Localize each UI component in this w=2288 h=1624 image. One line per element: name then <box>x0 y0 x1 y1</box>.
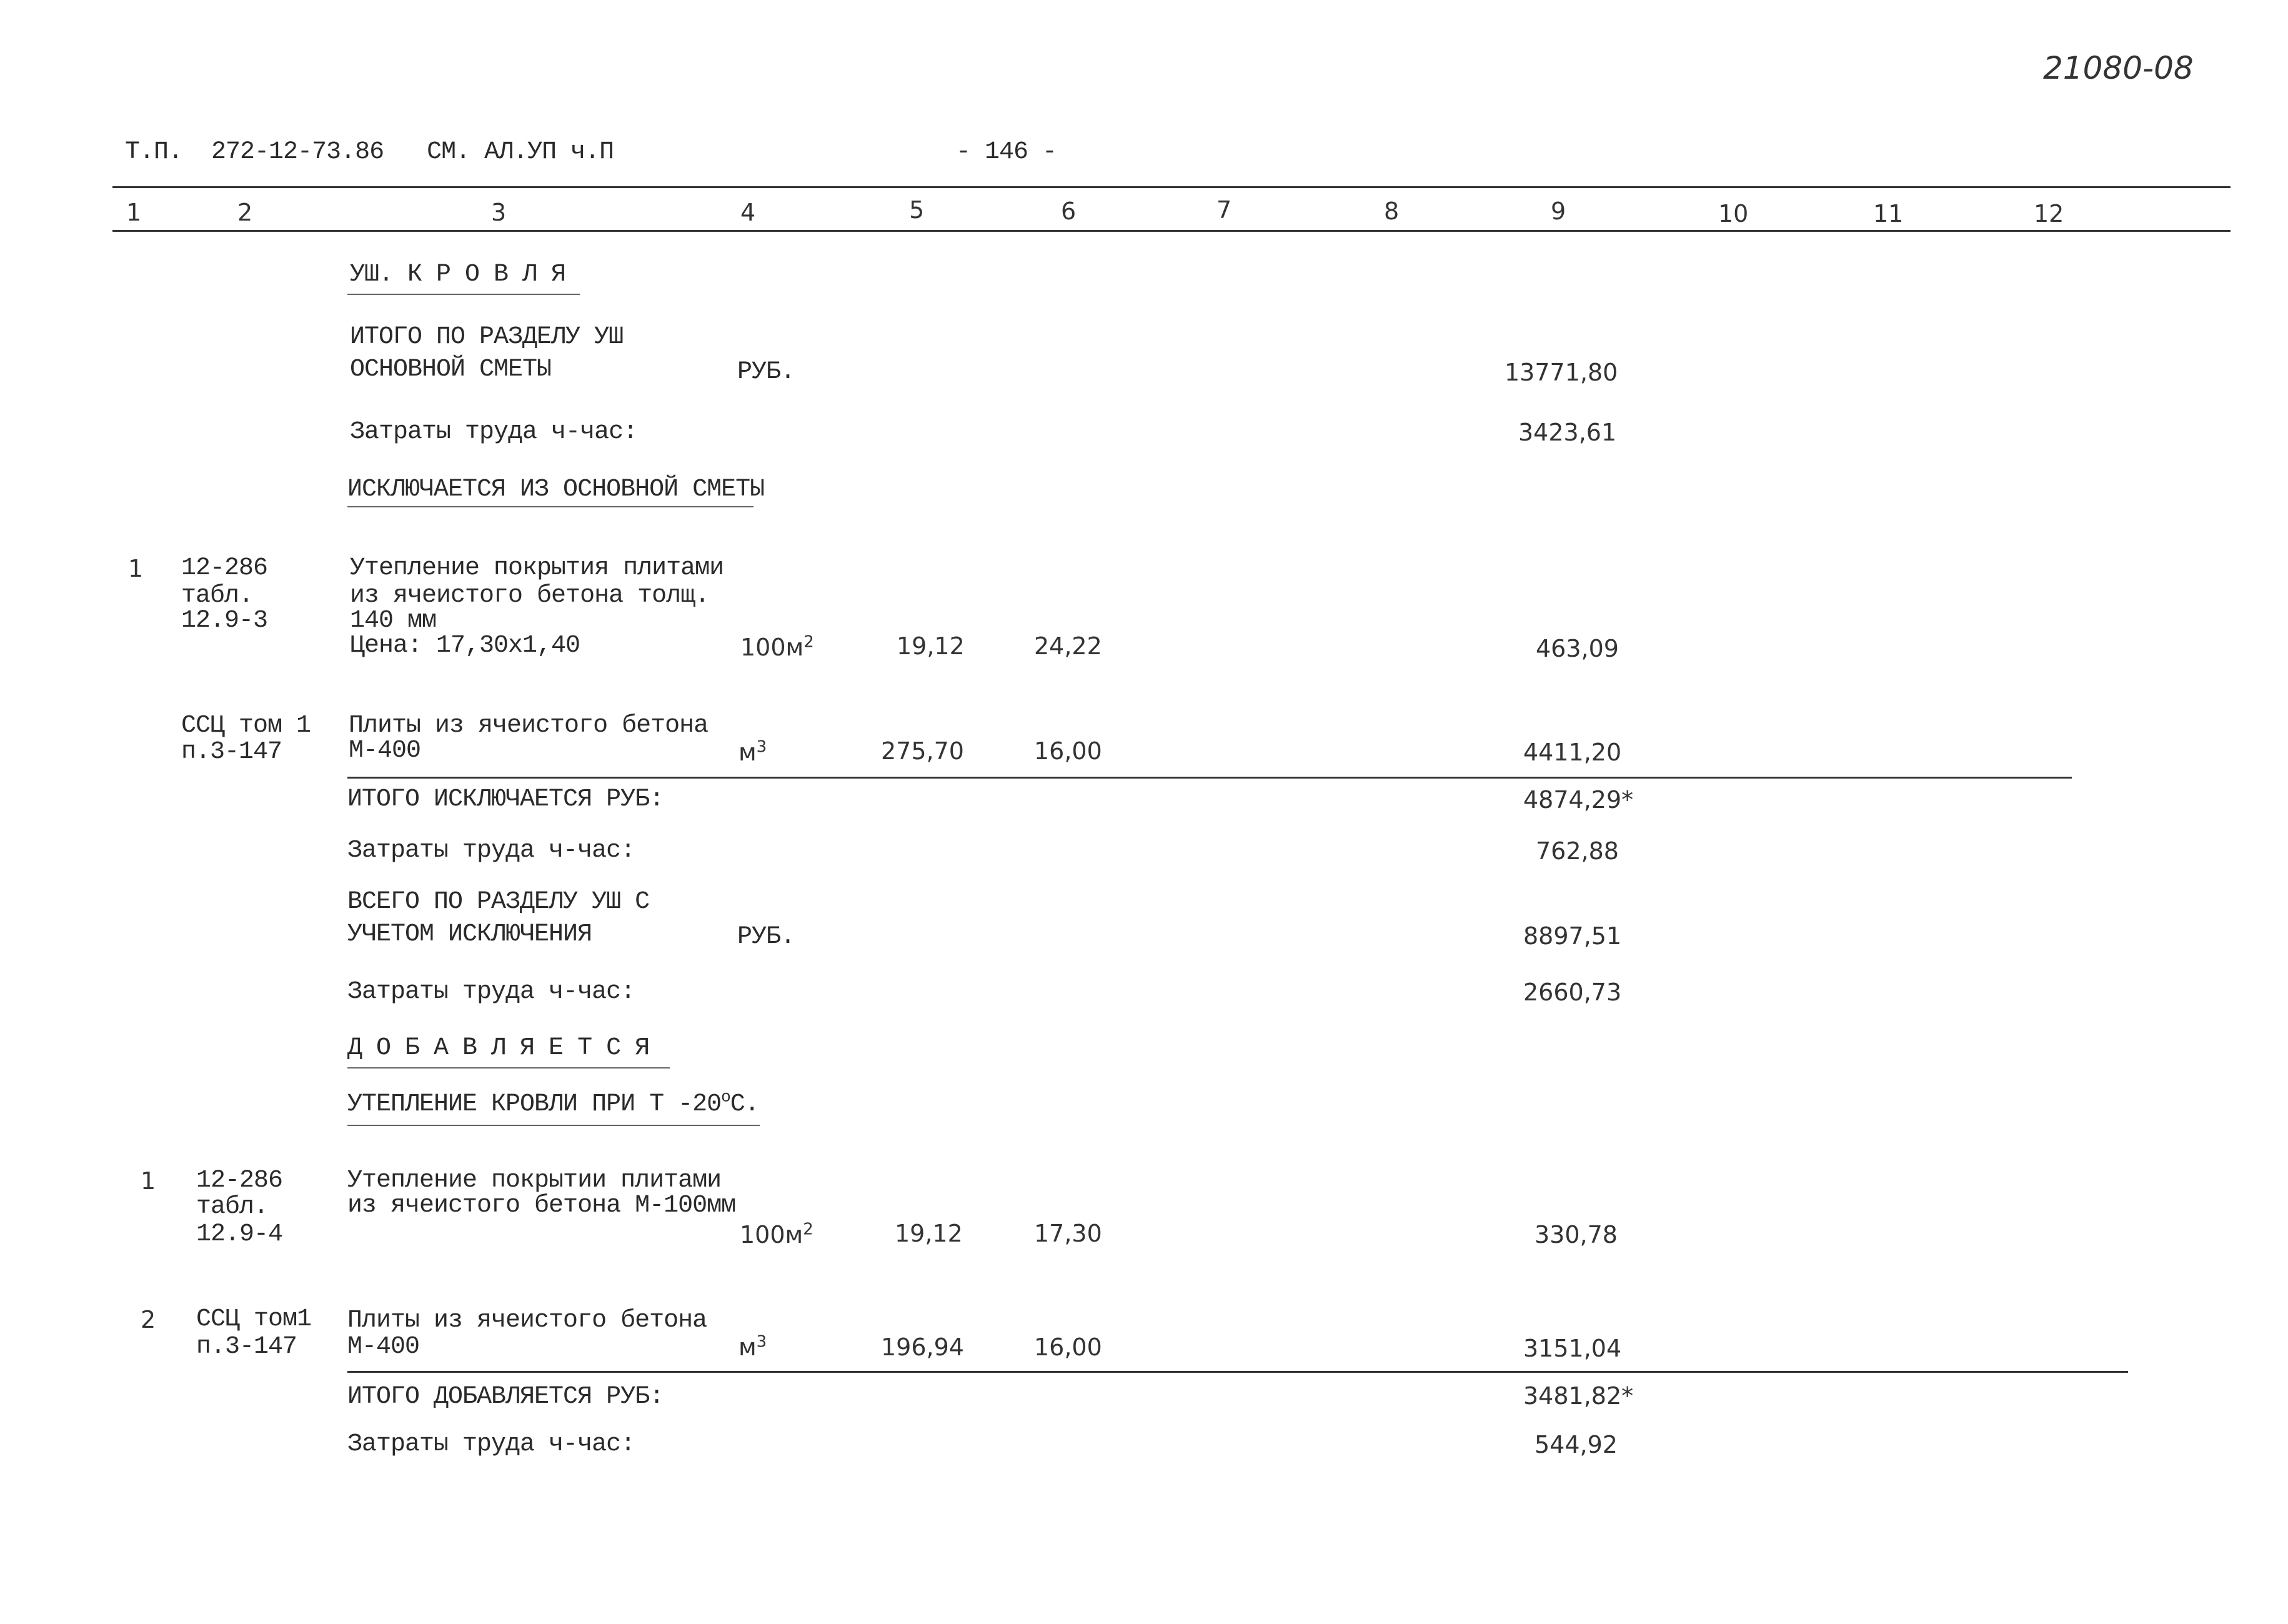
section-total-label: ИТОГО ПО РАЗДЕЛУ УШ <box>350 323 624 351</box>
added-title-underline <box>347 1067 670 1069</box>
column-number: 10 <box>1718 200 1749 227</box>
row-total: 4411,20 <box>1523 739 1622 766</box>
section-labor-value: 3423,61 <box>1518 419 1617 446</box>
column-number: 8 <box>1384 197 1400 225</box>
excluded-labor-value: 762,88 <box>1536 837 1619 865</box>
row-number: 2 <box>141 1306 156 1333</box>
row-description: из ячеистого бетона толщ. <box>350 582 710 610</box>
row-reference: 12-286 <box>181 554 268 582</box>
section-total-unit: РУБ. <box>737 358 795 386</box>
row-price: 16,00 <box>1034 1333 1102 1361</box>
row-reference: п.3-147 <box>181 738 282 766</box>
excluded-total-value: 4874,29* <box>1523 786 1634 814</box>
row-description: Плиты из ячеистого бетона <box>349 712 709 740</box>
added-total-rule <box>347 1371 2128 1373</box>
added-title: Д О Б А В Л Я Е Т С Я <box>347 1034 650 1062</box>
row-description: 140 мм <box>350 607 437 635</box>
row-description: из ячеистого бетона М-100мм <box>347 1192 736 1220</box>
row-description: Утепление покрытии плитами <box>347 1167 722 1195</box>
row-reference: ССЦ том1 <box>196 1305 312 1333</box>
column-number: 11 <box>1873 200 1904 227</box>
project-reference: Т.П. 272-12-73.86 СМ. АЛ.УП ч.П <box>125 138 614 166</box>
row-unit <box>740 1221 813 1248</box>
column-number: 7 <box>1216 196 1232 224</box>
grand-total-label: УЧЕТОМ ИСКЛЮЧЕНИЯ <box>347 920 592 949</box>
section-total-label: ОСНОВНОЙ СМЕТЫ <box>350 356 552 384</box>
row-price: 16,00 <box>1034 737 1102 765</box>
row-reference: 12.9-4 <box>196 1220 283 1248</box>
row-description: Утепление покрытия плитами <box>350 554 724 582</box>
unit-text: м <box>739 739 757 766</box>
grand-total-value: 8897,51 <box>1523 922 1622 950</box>
row-total: 3151,04 <box>1523 1335 1622 1362</box>
added-total-value: 3481,82* <box>1523 1382 1634 1410</box>
column-number: 9 <box>1551 197 1566 225</box>
row-number: 1 <box>128 555 144 582</box>
excluded-total-label: ИТОГО ИСКЛЮЧАЕТСЯ РУБ: <box>347 785 664 814</box>
row-reference: ССЦ том 1 <box>181 712 311 740</box>
header-rule <box>112 186 2231 188</box>
row-price: 24,22 <box>1034 632 1102 660</box>
row-reference: табл. <box>181 582 254 610</box>
row-quantity: 196,94 <box>881 1333 964 1361</box>
unit-exponent: 3 <box>756 1332 767 1352</box>
grand-total-unit: РУБ. <box>737 923 795 951</box>
document-number: 21080-08 <box>2043 50 2194 86</box>
unit-exponent: 3 <box>756 737 767 757</box>
unit-text: м <box>739 1333 757 1361</box>
excluded-title-underline <box>347 506 754 507</box>
unit-exponent: 2 <box>803 1220 813 1239</box>
row-unit <box>739 1333 767 1361</box>
page-number: - 146 - <box>956 138 1057 166</box>
column-number: 3 <box>491 199 507 226</box>
row-total: 330,78 <box>1534 1221 1618 1248</box>
column-number: 6 <box>1061 197 1077 225</box>
row-description: Плиты из ячеистого бетона <box>347 1307 707 1335</box>
unit-text: 100м <box>740 634 804 661</box>
row-number: 1 <box>141 1167 156 1195</box>
section-total-value: 13771,80 <box>1505 359 1618 386</box>
added-total-label: ИТОГО ДОБАВЛЯЕТСЯ РУБ: <box>347 1383 664 1411</box>
column-number: 4 <box>740 199 756 226</box>
grand-labor-value: 2660,73 <box>1523 979 1622 1006</box>
row-reference: 12.9-3 <box>181 607 268 635</box>
column-number: 2 <box>237 199 253 226</box>
row-reference: 12-286 <box>196 1167 283 1195</box>
section-title: УШ. К Р О В Л Я <box>350 261 566 289</box>
column-number-rule <box>112 230 2231 232</box>
row-reference: п.3-147 <box>196 1333 297 1361</box>
added-subtitle-tail: С. <box>730 1090 759 1118</box>
column-number: 12 <box>2034 200 2064 227</box>
section-labor-label: Затраты труда ч-час: <box>350 418 638 446</box>
row-quantity: 19,12 <box>895 1220 963 1247</box>
row-unit <box>739 739 767 766</box>
row-price: 17,30 <box>1034 1220 1102 1247</box>
degree-sign: о <box>721 1087 730 1107</box>
added-labor-label: Затраты труда ч-час: <box>347 1430 635 1458</box>
added-subtitle <box>347 1087 759 1118</box>
unit-exponent: 2 <box>803 632 814 652</box>
row-unit <box>740 634 814 661</box>
excluded-title: ИСКЛЮЧАЕТСЯ ИЗ ОСНОВНОЙ СМЕТЫ <box>347 476 765 504</box>
row-quantity: 19,12 <box>897 632 965 660</box>
added-subtitle-text: УТЕПЛЕНИЕ КРОВЛИ ПРИ Т -20 <box>347 1090 722 1118</box>
column-number: 1 <box>126 199 142 226</box>
row-description: М-400 <box>349 737 421 765</box>
column-number: 5 <box>909 196 925 224</box>
grand-total-label: ВСЕГО ПО РАЗДЕЛУ УШ С <box>347 888 650 916</box>
row-total: 463,09 <box>1536 635 1619 662</box>
unit-text: 100м <box>740 1221 803 1248</box>
row-reference: табл. <box>196 1193 269 1221</box>
row-quantity: 275,70 <box>881 737 964 765</box>
grand-labor-label: Затраты труда ч-час: <box>347 978 635 1006</box>
added-subtitle-underline <box>347 1125 760 1126</box>
excluded-total-rule <box>347 777 2072 779</box>
row-description: Цена: 17,30х1,40 <box>350 632 580 660</box>
excluded-labor-label: Затраты труда ч-час: <box>347 837 635 865</box>
added-labor-value: 544,92 <box>1534 1431 1618 1458</box>
section-title-underline <box>347 294 580 295</box>
row-description: М-400 <box>347 1333 420 1361</box>
